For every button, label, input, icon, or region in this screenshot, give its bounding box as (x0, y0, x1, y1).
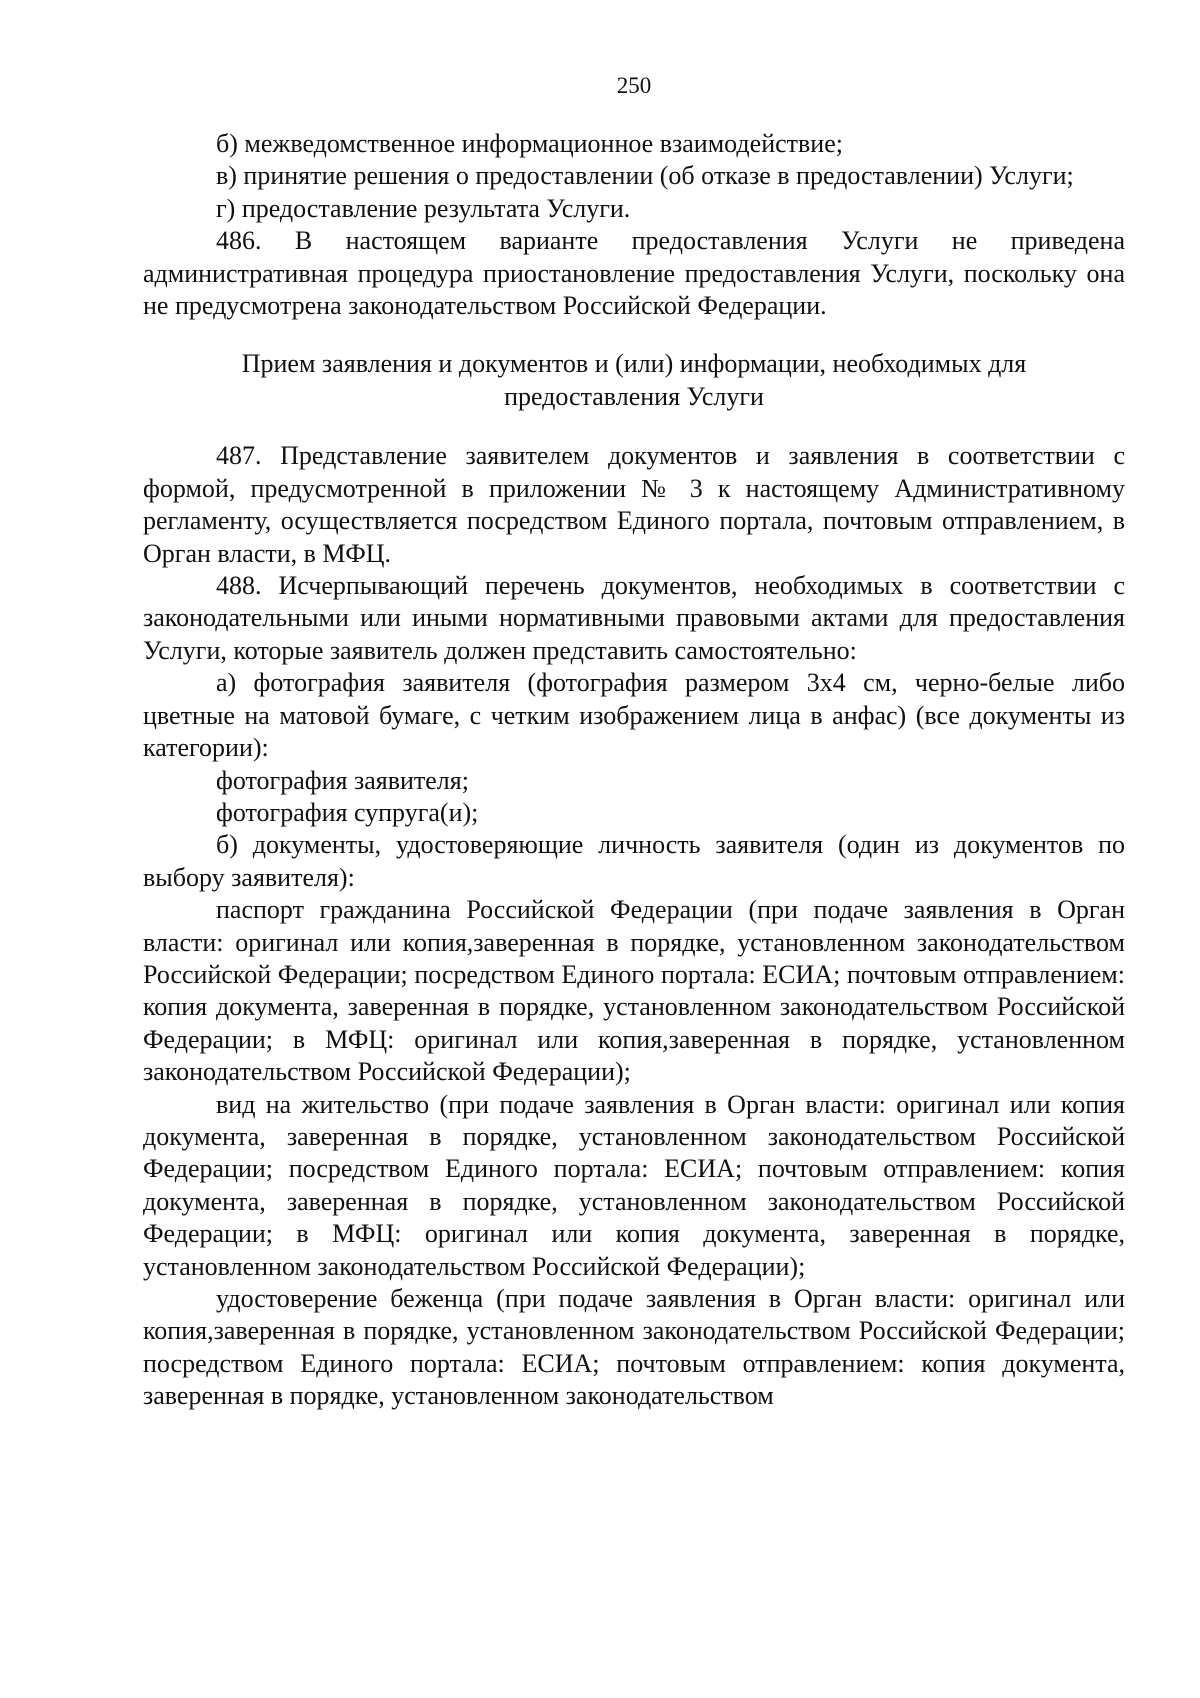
paragraph-photo: а) фотография заявителя (фотография размером 3x4 см, черно-белые либо цветные на матовой бумаге, с четким изображением лица в анфас) (все документы из категории): (143, 668, 1125, 763)
paragraph-487: 487. Представление заявителем документов и заявления в соответствии с формой, предусмотренной в приложении № 3 к настоящему Административному регламенту, осуществляется посредством Единого портала, почтовым отправлением, в Орган власти, в МФЦ. (143, 441, 1125, 568)
list-item-photo-applicant: фотография заявителя; (216, 765, 469, 795)
document-body (143, 128, 1125, 1413)
section-heading-line-1: Прием заявления и документов и (или) информации, необходимых для (241, 349, 1027, 379)
list-item-residence-permit: вид на жительство (при подаче заявления в Орган власти: оригинал или копия документа, заверенная в порядке, установленном законодательством Российской Федерации; посредством Единого портала: ЕСИА; почтовым отправлением: копия документа, заверенная в порядке, установленном законодательством Российской Федерации; в МФЦ: оригинал или копия документа, заверенная в порядке, установленном законодательством Российской Федерации); (143, 1089, 1125, 1281)
paragraph-identity-documents: б) документы, удостоверяющие личность заявителя (один из документов по выбору заявителя): (143, 830, 1125, 892)
section-heading (143, 347, 1125, 413)
list-item-photo-spouse: фотография супруга(и); (216, 797, 479, 827)
paragraph-result: г) предоставление результата Услуги. (216, 193, 631, 223)
list-item-refugee-certificate: удостоверение беженца (при подаче заявления в Орган власти: оригинал или копия,заверенная в порядке, установленном законодательством Российской Федерации; посредством Единого портала: ЕСИА; почтовым отправлением: копия документа, заверенная в порядке, установленном законодательством (143, 1284, 1125, 1411)
list-item-passport: паспорт гражданина Российской Федерации (при подаче заявления в Орган власти: оригинал или копия,заверенная в порядке, установленном законодательством Российской Федерации; посредством Единого портала: ЕСИА; почтовым отправлением: копия документа, заверенная в порядке, установленном законодательством Российской Федерации; в МФЦ: оригинал или копия,заверенная в порядке, установленном законодательством Российской Федерации); (143, 895, 1125, 1087)
paragraph-488: 488. Исчерпывающий перечень документов, необходимых в соответствии с законодательными или иными нормативными правовыми актами для предоставления Услуги, которые заявитель должен представить самостоятельно: (143, 571, 1125, 665)
paragraph-interagency: б) межведомственное информационное взаимодействие; (216, 129, 843, 158)
page-number: 250 (616, 73, 652, 98)
section-heading-line-2: предоставления Услуги (504, 382, 764, 412)
paragraph-486: 486. В настоящем варианте предоставления Услуги не приведена административная процедура приостановление предоставления Услуги, поскольку она не предусмотрена законодательством Российской Федерации. (143, 226, 1125, 321)
paragraph-decision: в) принятие решения о предоставлении (об отказе в предоставлении) Услуги; (216, 161, 1074, 191)
